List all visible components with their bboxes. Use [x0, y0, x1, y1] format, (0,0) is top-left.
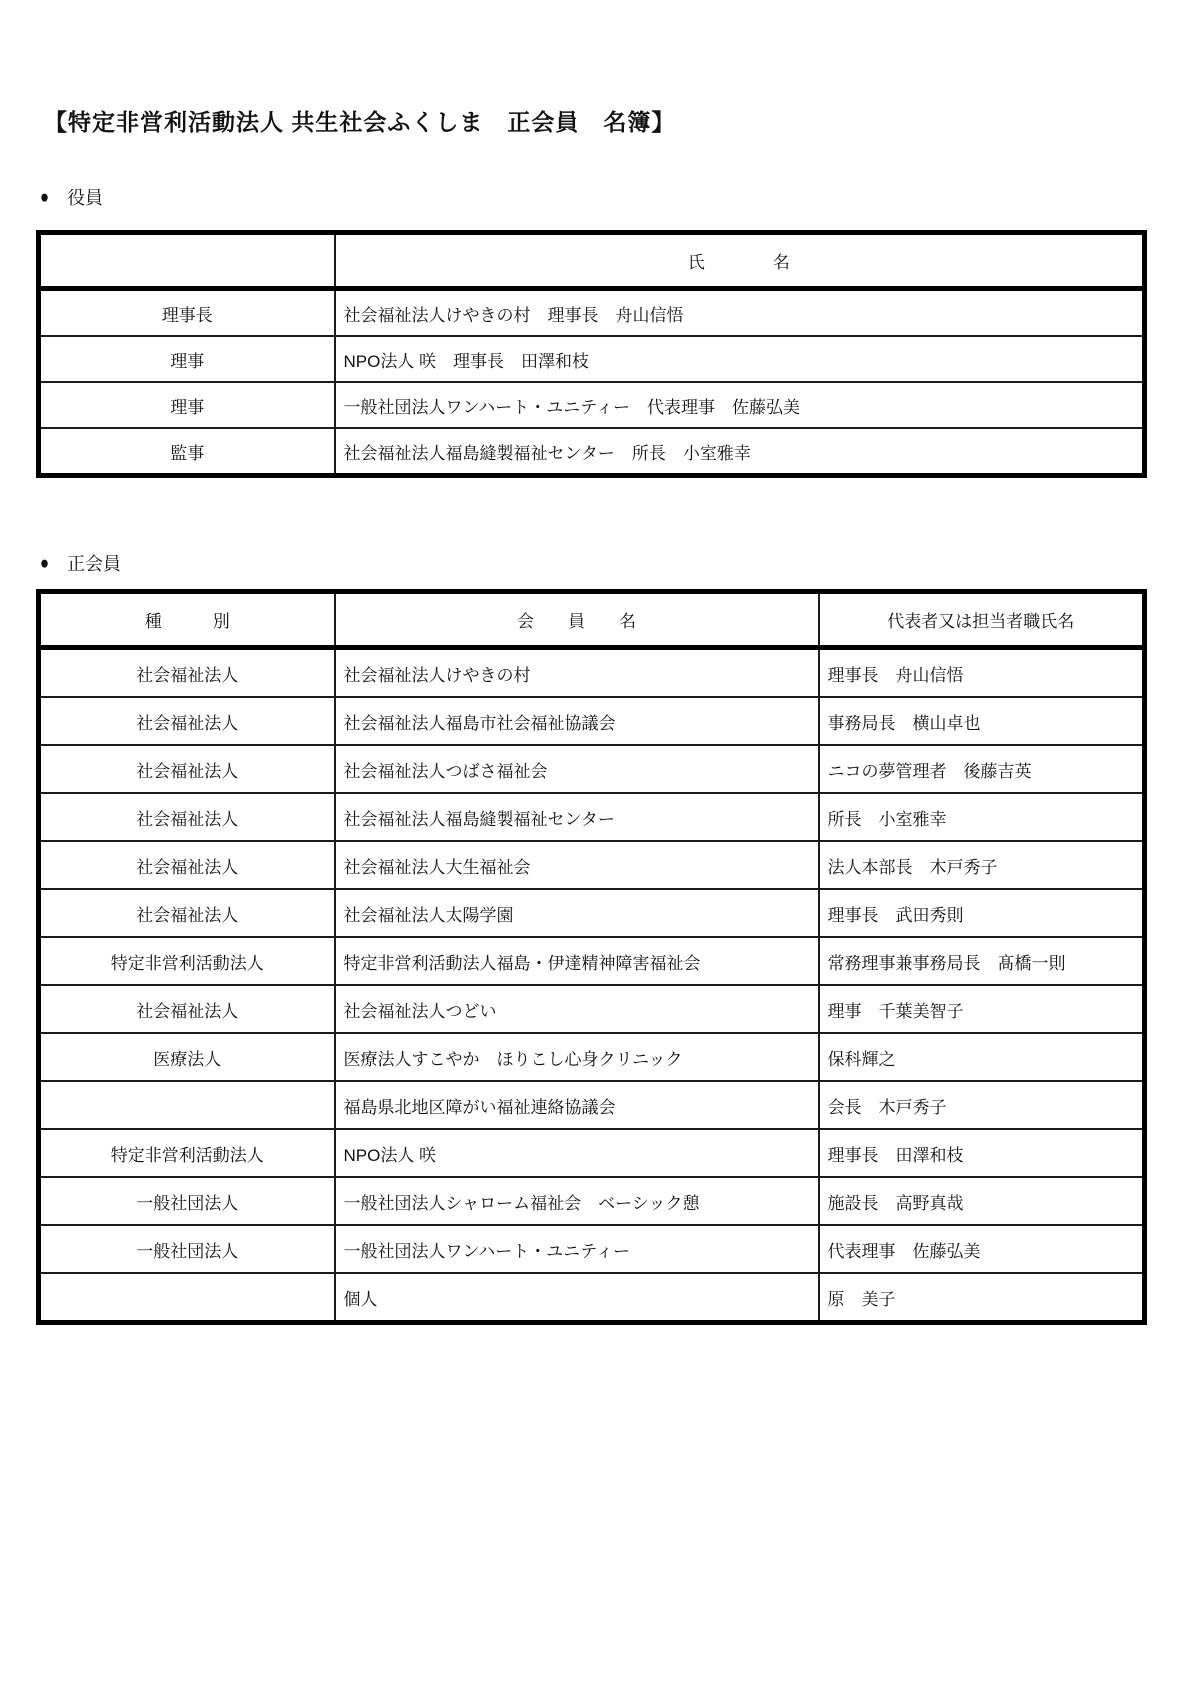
table-row — [39, 428, 1145, 476]
member-rep: 代表理事 佐藤弘美 — [819, 1225, 1145, 1273]
officers-table — [36, 230, 1147, 478]
officer-role: 理事 — [39, 382, 335, 428]
member-name: 社会福祉法人福島市社会福祉協議会 — [335, 697, 819, 745]
table-row — [39, 793, 1145, 841]
table-row — [39, 648, 1145, 698]
table-row — [39, 841, 1145, 889]
member-type: 社会福祉法人 — [39, 793, 335, 841]
table-row — [39, 889, 1145, 937]
section-heading-officers — [40, 184, 103, 210]
section-members-label: 正会員 — [67, 554, 122, 574]
table-row — [39, 1033, 1145, 1081]
member-type: 一般社団法人 — [39, 1225, 335, 1273]
table-row — [39, 336, 1145, 382]
member-name: 社会福祉法人けやきの村 — [335, 648, 819, 698]
member-name: 個人 — [335, 1273, 819, 1323]
member-rep: 理事長 舟山信悟 — [819, 648, 1145, 698]
page-title: 【特定非営利活動法人 共生社会ふくしま 正会員 名簿】 — [44, 109, 676, 135]
officers-header-row — [39, 233, 1145, 289]
member-type: 社会福祉法人 — [39, 841, 335, 889]
member-type: 社会福祉法人 — [39, 985, 335, 1033]
member-rep: 法人本部長 木戸秀子 — [819, 841, 1145, 889]
officers-header-name: 氏 名 — [335, 233, 1145, 289]
member-rep: 理事長 田澤和枝 — [819, 1129, 1145, 1177]
officer-name: 一般社団法人ワンハート・ユニティー 代表理事 佐藤弘美 — [335, 382, 1145, 428]
officer-name: 社会福祉法人福島縫製福祉センター 所長 小室雅幸 — [335, 428, 1145, 476]
member-name: 医療法人すこやか ほりこし心身クリニック — [335, 1033, 819, 1081]
section-heading-members — [40, 550, 121, 576]
member-rep: ニコの夢管理者 後藤吉英 — [819, 745, 1145, 793]
members-header-rep: 代表者又は担当者職氏名 — [819, 592, 1145, 648]
member-type: 医療法人 — [39, 1033, 335, 1081]
member-rep: 所長 小室雅幸 — [819, 793, 1145, 841]
member-rep: 保科輝之 — [819, 1033, 1145, 1081]
member-type: 社会福祉法人 — [39, 697, 335, 745]
member-name: 社会福祉法人太陽学園 — [335, 889, 819, 937]
member-type: 特定非営利活動法人 — [39, 1129, 335, 1177]
member-rep: 原 美子 — [819, 1273, 1145, 1323]
member-name: 特定非営利活動法人福島・伊達精神障害福祉会 — [335, 937, 819, 985]
table-row — [39, 1177, 1145, 1225]
members-header-row — [39, 592, 1145, 648]
officer-role: 監事 — [39, 428, 335, 476]
members-table — [36, 589, 1147, 1325]
member-rep: 常務理事兼事務局長 髙橋一則 — [819, 937, 1145, 985]
table-row — [39, 289, 1145, 337]
table-row — [39, 382, 1145, 428]
member-name: 福島県北地区障がい福祉連絡協議会 — [335, 1081, 819, 1129]
section-officers-label: 役員 — [67, 188, 104, 208]
member-name: 社会福祉法人つどい — [335, 985, 819, 1033]
bullet-icon: ● — [40, 552, 50, 574]
table-row — [39, 1129, 1145, 1177]
table-row — [39, 697, 1145, 745]
member-name: 社会福祉法人福島縫製福祉センター — [335, 793, 819, 841]
officer-name: NPO法人 咲 理事長 田澤和枝 — [335, 336, 1145, 382]
member-name: 一般社団法人ワンハート・ユニティー — [335, 1225, 819, 1273]
table-row — [39, 937, 1145, 985]
member-name: 一般社団法人シャローム福祉会 ベーシック憩 — [335, 1177, 819, 1225]
officer-role: 理事長 — [39, 289, 335, 337]
member-type: 一般社団法人 — [39, 1177, 335, 1225]
member-rep: 理事長 武田秀則 — [819, 889, 1145, 937]
table-row — [39, 1225, 1145, 1273]
member-name: 社会福祉法人つばさ福祉会 — [335, 745, 819, 793]
officer-name: 社会福祉法人けやきの村 理事長 舟山信悟 — [335, 289, 1145, 337]
table-row — [39, 1273, 1145, 1323]
member-type: 社会福祉法人 — [39, 648, 335, 698]
member-name: NPO法人 咲 — [335, 1129, 819, 1177]
member-type — [39, 1273, 335, 1323]
officer-role: 理事 — [39, 336, 335, 382]
officers-header-role — [39, 233, 335, 289]
member-name: 社会福祉法人大生福祉会 — [335, 841, 819, 889]
members-header-member: 会 員 名 — [335, 592, 819, 648]
member-rep: 施設長 高野真哉 — [819, 1177, 1145, 1225]
table-row — [39, 985, 1145, 1033]
table-row — [39, 1081, 1145, 1129]
table-row — [39, 745, 1145, 793]
member-rep: 理事 千葉美智子 — [819, 985, 1145, 1033]
members-header-type: 種 別 — [39, 592, 335, 648]
member-type: 社会福祉法人 — [39, 889, 335, 937]
member-type: 社会福祉法人 — [39, 745, 335, 793]
member-rep: 会長 木戸秀子 — [819, 1081, 1145, 1129]
member-type: 特定非営利活動法人 — [39, 937, 335, 985]
member-rep: 事務局長 横山卓也 — [819, 697, 1145, 745]
member-type — [39, 1081, 335, 1129]
bullet-icon: ● — [40, 186, 50, 208]
